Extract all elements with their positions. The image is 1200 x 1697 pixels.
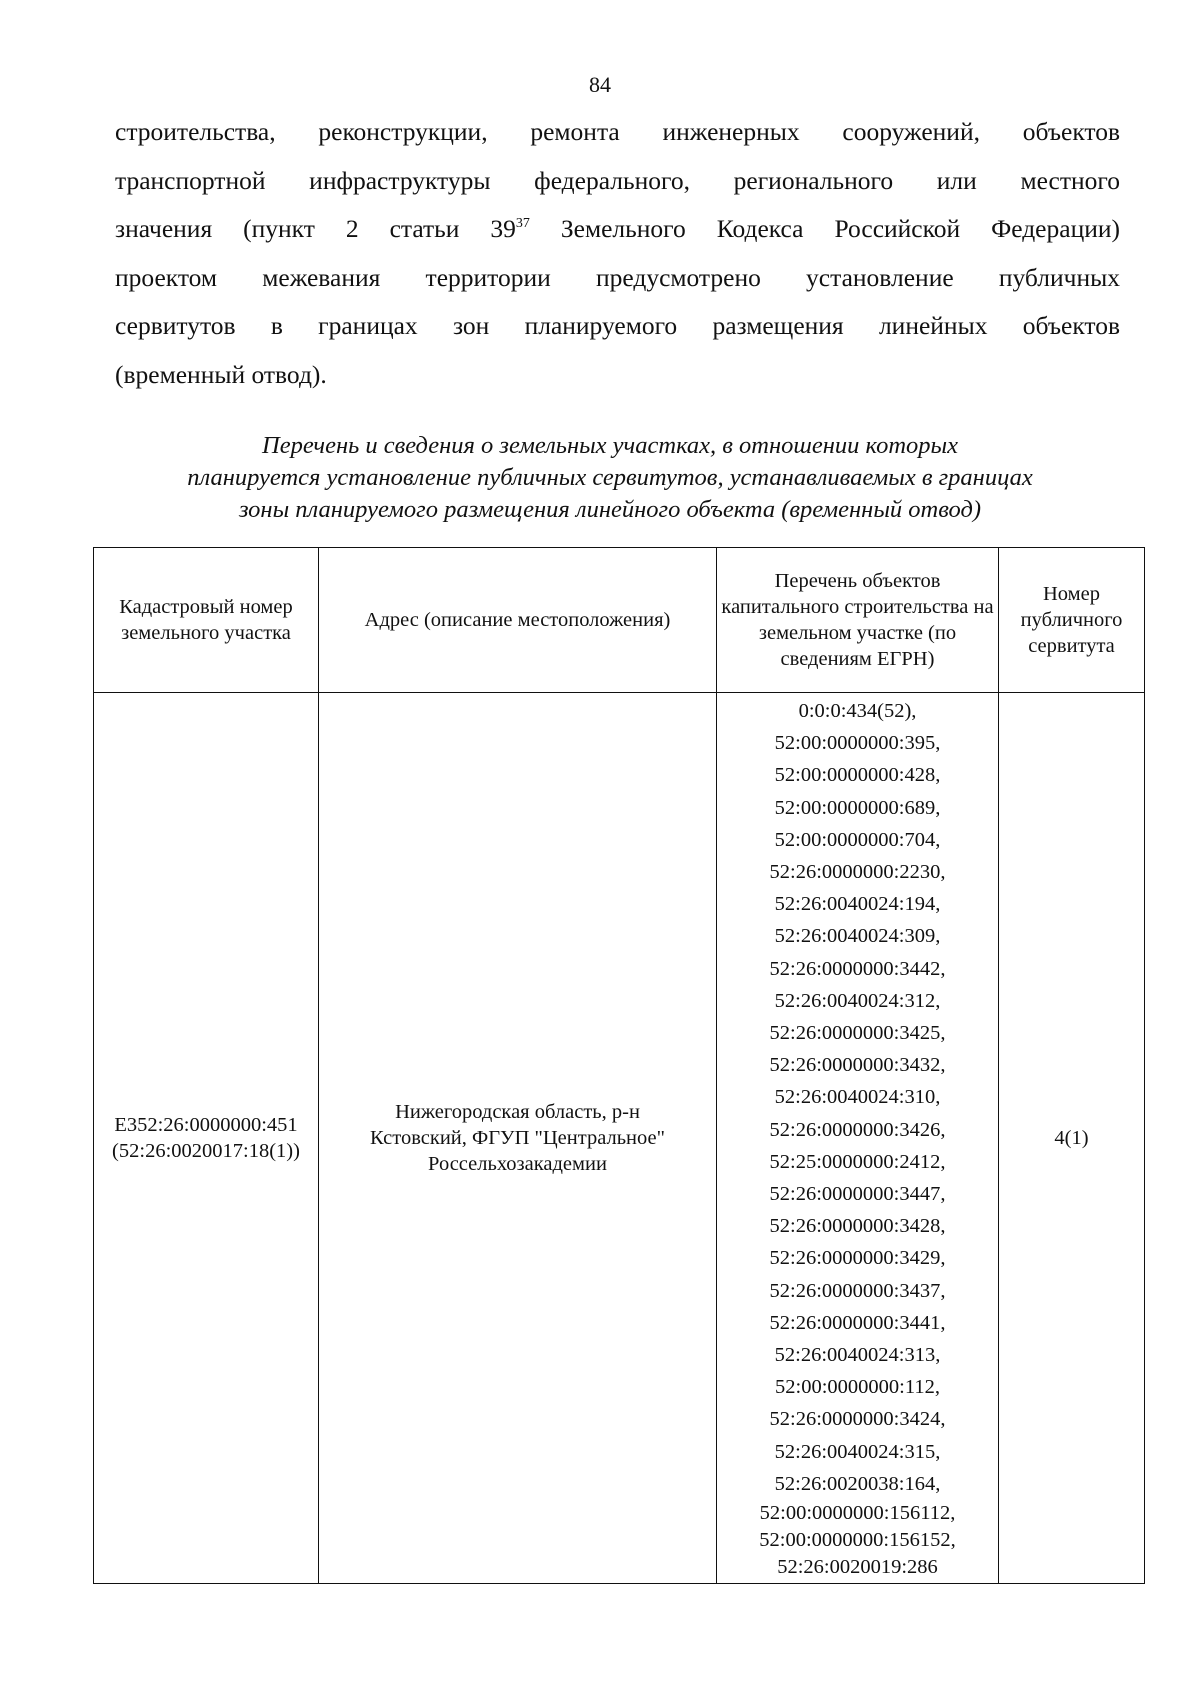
object-item: 52:26:0000000:3424, — [769, 1408, 946, 1431]
object-item: 52:00:0000000:704, — [774, 828, 941, 851]
header-cadastral: Кадастровый номер земельного участка — [94, 548, 319, 693]
object-item: 52:26:0000000:3441, — [769, 1311, 946, 1334]
object-item: 52:26:0000000:2230, — [769, 861, 946, 884]
address-line: Россельхозакадемии — [428, 1153, 607, 1176]
object-item: 52:26:0040024:313, — [774, 1344, 941, 1367]
object-item: 52:26:0000000:3426, — [769, 1118, 946, 1141]
table-header-row — [94, 548, 1145, 693]
paragraph-text: значения (пункт 2 статьи 39 — [115, 214, 516, 243]
body-paragraph — [115, 108, 1120, 399]
object-item: 52:00:0000000:156112, — [759, 1502, 956, 1525]
table-caption — [100, 430, 1120, 526]
object-item: 52:00:0000000:428, — [774, 764, 941, 787]
object-item: 0:0:0:434(52), — [798, 700, 917, 722]
address-line: Кстовский, ФГУП "Центральное" — [370, 1127, 665, 1150]
object-item: 52:26:0000000:3429, — [769, 1247, 946, 1270]
servitude-cell — [999, 693, 1145, 1584]
header-servitude: Номер публичного сервитута — [999, 548, 1145, 693]
paragraph-line: проектом межевания территории предусмотрено установление публичных — [115, 262, 1120, 292]
table-row — [94, 693, 1145, 1584]
object-item: 52:26:0040024:310, — [774, 1086, 941, 1109]
address-line: Нижегородская область, р-н — [395, 1101, 640, 1124]
paragraph-line — [115, 205, 1120, 254]
cadastral-number-parent: (52:26:0020017:18(1)) — [112, 1140, 300, 1163]
object-item: 52:26:0020019:286 — [777, 1556, 938, 1579]
caption-line: Перечень и сведения о земельных участках, в отношении которых — [262, 432, 958, 459]
header-address: Адрес (описание местоположения) — [319, 548, 717, 693]
paragraph-line: сервитутов в границах зон планируемого размещения линейных объектов — [115, 311, 1120, 340]
object-item: 52:26:0000000:3437, — [769, 1279, 946, 1302]
superscript-index: 37 — [515, 216, 530, 231]
object-item: 52:26:0000000:3425, — [769, 1022, 946, 1045]
cadastral-cell — [94, 693, 319, 1584]
caption-line: планируется установление публичных сервитутов, устанавливаемых в границах — [187, 464, 1033, 491]
object-item: 52:00:0000000:689, — [774, 796, 941, 819]
address-cell — [319, 693, 717, 1584]
paragraph-line: строительства, реконструкции, ремонта инженерных сооружений, объектов — [115, 117, 1120, 146]
object-item: 52:26:0000000:3447, — [769, 1183, 946, 1206]
object-item: 52:26:0000000:3428, — [769, 1215, 946, 1238]
objects-cell — [717, 693, 999, 1584]
paragraph-line: транспортной инфраструктуры федерального, регионального или местного — [115, 165, 1120, 195]
object-item: 52:26:0000000:3442, — [769, 957, 946, 980]
paragraph-text: Земельного Кодекса Российской Федерации) — [529, 214, 1120, 243]
cadastral-number: Е352:26:0000000:451 — [114, 1114, 298, 1137]
object-item: 52:26:0040024:194, — [774, 893, 941, 916]
object-item: 52:00:0000000:395, — [774, 732, 941, 755]
object-item: 52:26:0020038:164, — [774, 1472, 941, 1495]
paragraph-line: (временный отвод). — [115, 359, 327, 389]
object-item: 52:26:0040024:309, — [774, 925, 941, 948]
object-item: 52:26:0040024:312, — [774, 989, 941, 1012]
header-objects: Перечень объектов капитального строительства на земельном участке (по сведениям ЕГРН) — [717, 548, 999, 693]
caption-line: зоны планируемого размещения линейного объекта (временный отвод) — [238, 496, 982, 523]
object-item: 52:25:0000000:2412, — [769, 1150, 946, 1173]
object-item: 52:00:0000000:112, — [775, 1376, 940, 1399]
object-item: 52:26:0000000:3432, — [769, 1054, 946, 1077]
object-item: 52:00:0000000:156152, — [759, 1529, 956, 1552]
object-item: 52:26:0040024:315, — [774, 1440, 941, 1463]
servitude-table — [93, 547, 1145, 1584]
page-number: 84 — [589, 72, 611, 97]
servitude-number: 4(1) — [1054, 1127, 1089, 1150]
